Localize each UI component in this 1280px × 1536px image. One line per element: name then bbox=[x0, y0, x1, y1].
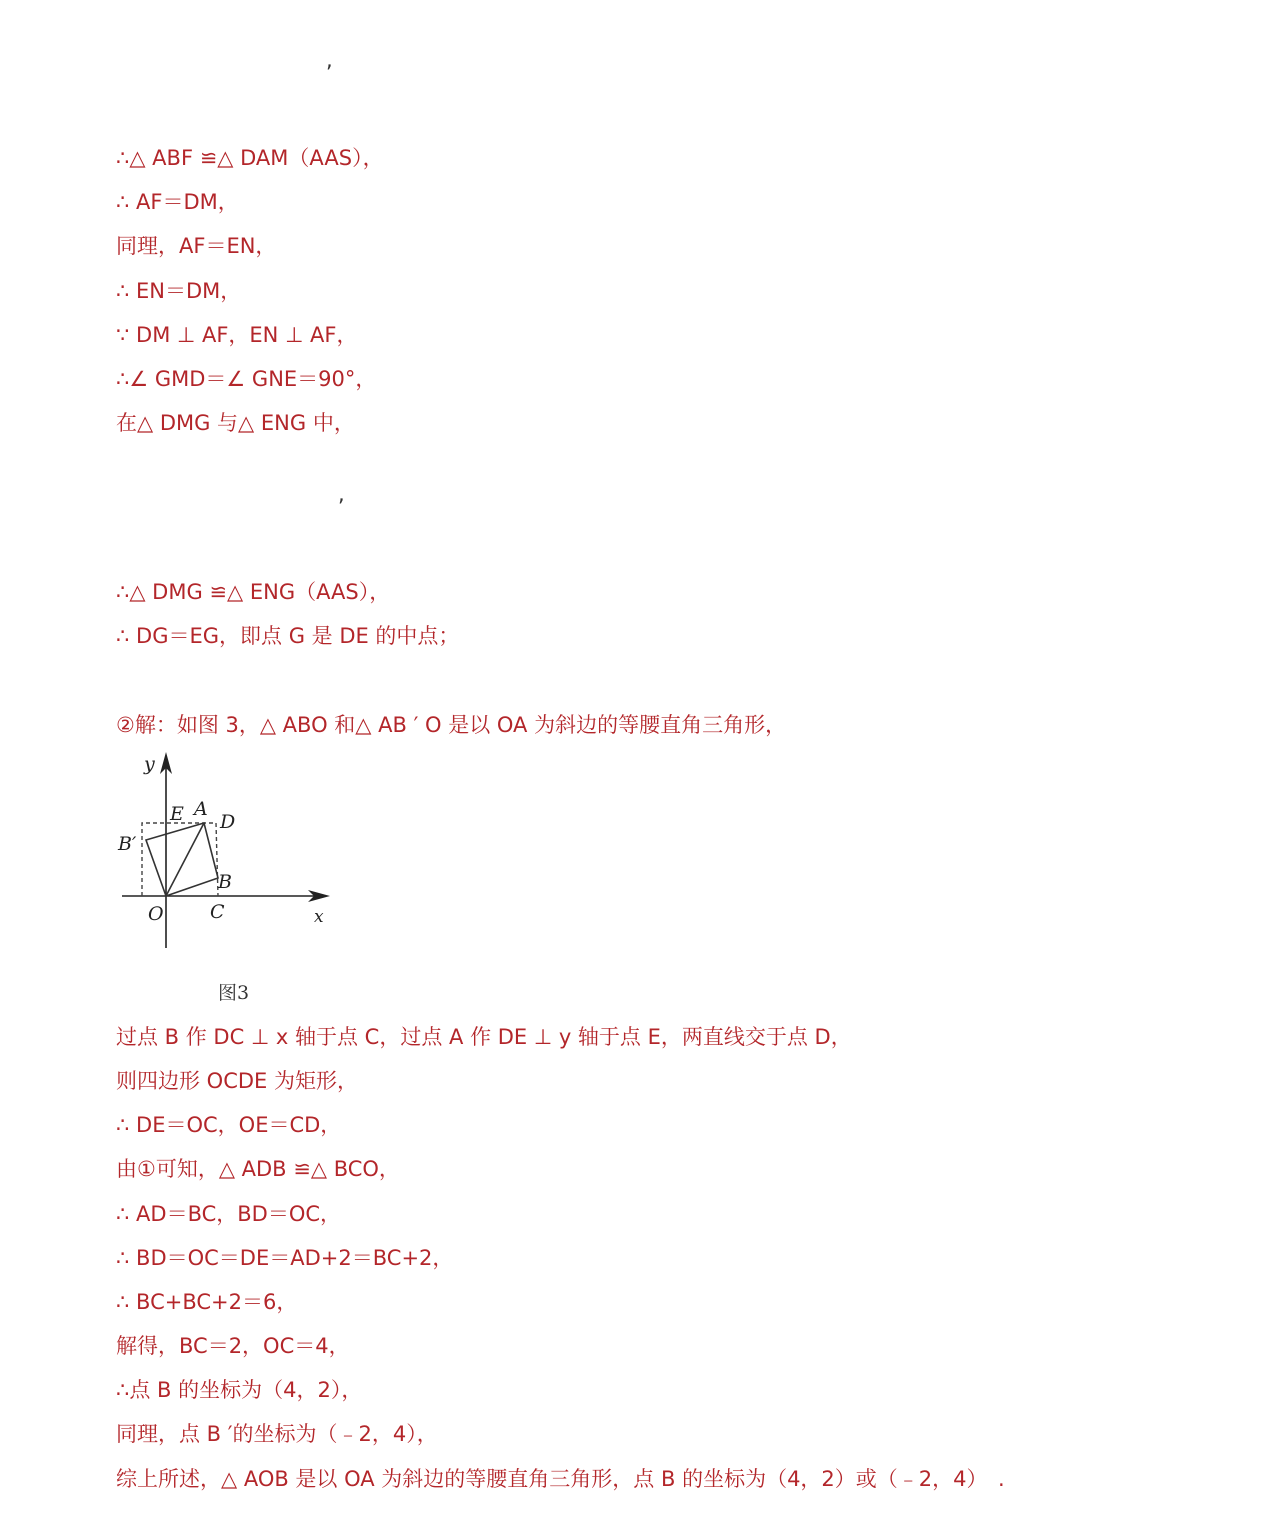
coordinate-figure bbox=[108, 748, 348, 958]
proof-line: ∴ DG＝EG，即点 G 是 DE 的中点； bbox=[116, 624, 460, 648]
solution-line: 过点 B 作 DC ⊥ x 轴于点 C，过点 A 作 DE ⊥ y 轴于点 E，两直线交于点 D， bbox=[116, 1025, 852, 1049]
solution-line: ∴ AD＝BC，BD＝OC， bbox=[116, 1202, 342, 1226]
solution-line: 由①可知，△ ADB ≌△ BCO， bbox=[116, 1157, 400, 1181]
proof-line: 在△ DMG 与△ ENG 中， bbox=[116, 411, 355, 435]
proof-line: ∵ DM ⊥ AF，EN ⊥ AF， bbox=[116, 323, 358, 347]
solution-line: ∴ BD＝OC＝DE＝AD+2＝BC+2， bbox=[116, 1246, 454, 1270]
stray-comma: , bbox=[326, 48, 333, 72]
stray-comma: , bbox=[338, 482, 345, 506]
solution-line: 同理，点 B ′的坐标为（﹣2，4）， bbox=[116, 1422, 438, 1446]
proof-line: ∴△ ABF ≌△ DAM（AAS）， bbox=[116, 146, 384, 170]
label-x: x bbox=[314, 907, 324, 927]
label-A: A bbox=[194, 798, 208, 820]
solution-intro: ②解：如图 3，△ ABO 和△ AB ′ O 是以 OA 为斜边的等腰直角三角形， bbox=[116, 713, 787, 737]
proof-line: ∴∠ GMD＝∠ GNE＝90°， bbox=[116, 367, 377, 391]
proof-line: ∴ AF＝DM， bbox=[116, 190, 239, 214]
square-OBAB bbox=[146, 823, 218, 896]
solution-line: ∴ BC+BC+2＝6， bbox=[116, 1290, 298, 1314]
solution-line: ∴点 B 的坐标为（4，2）， bbox=[116, 1378, 363, 1402]
solution-line: 解得，BC＝2，OC＝4， bbox=[116, 1334, 350, 1358]
label-E: E bbox=[170, 803, 184, 825]
solution-line: 则四边形 OCDE 为矩形， bbox=[116, 1069, 358, 1093]
proof-line: ∴△ DMG ≌△ ENG（AAS）， bbox=[116, 580, 391, 604]
label-y: y bbox=[144, 753, 155, 775]
label-B-prime: B′ bbox=[118, 833, 137, 855]
figure-caption: 图3 bbox=[218, 982, 250, 1004]
label-O: O bbox=[148, 903, 164, 925]
label-D: D bbox=[220, 811, 236, 833]
solution-line: 综上所述，△ AOB 是以 OA 为斜边的等腰直角三角形，点 B 的坐标为（4，2）或（﹣2，4） . bbox=[116, 1467, 1005, 1491]
proof-line: 同理，AF＝EN， bbox=[116, 234, 277, 258]
label-B: B bbox=[218, 871, 232, 893]
label-C: C bbox=[210, 901, 225, 923]
proof-line: ∴ EN＝DM， bbox=[116, 279, 242, 303]
solution-line: ∴ DE＝OC，OE＝CD， bbox=[116, 1113, 342, 1137]
